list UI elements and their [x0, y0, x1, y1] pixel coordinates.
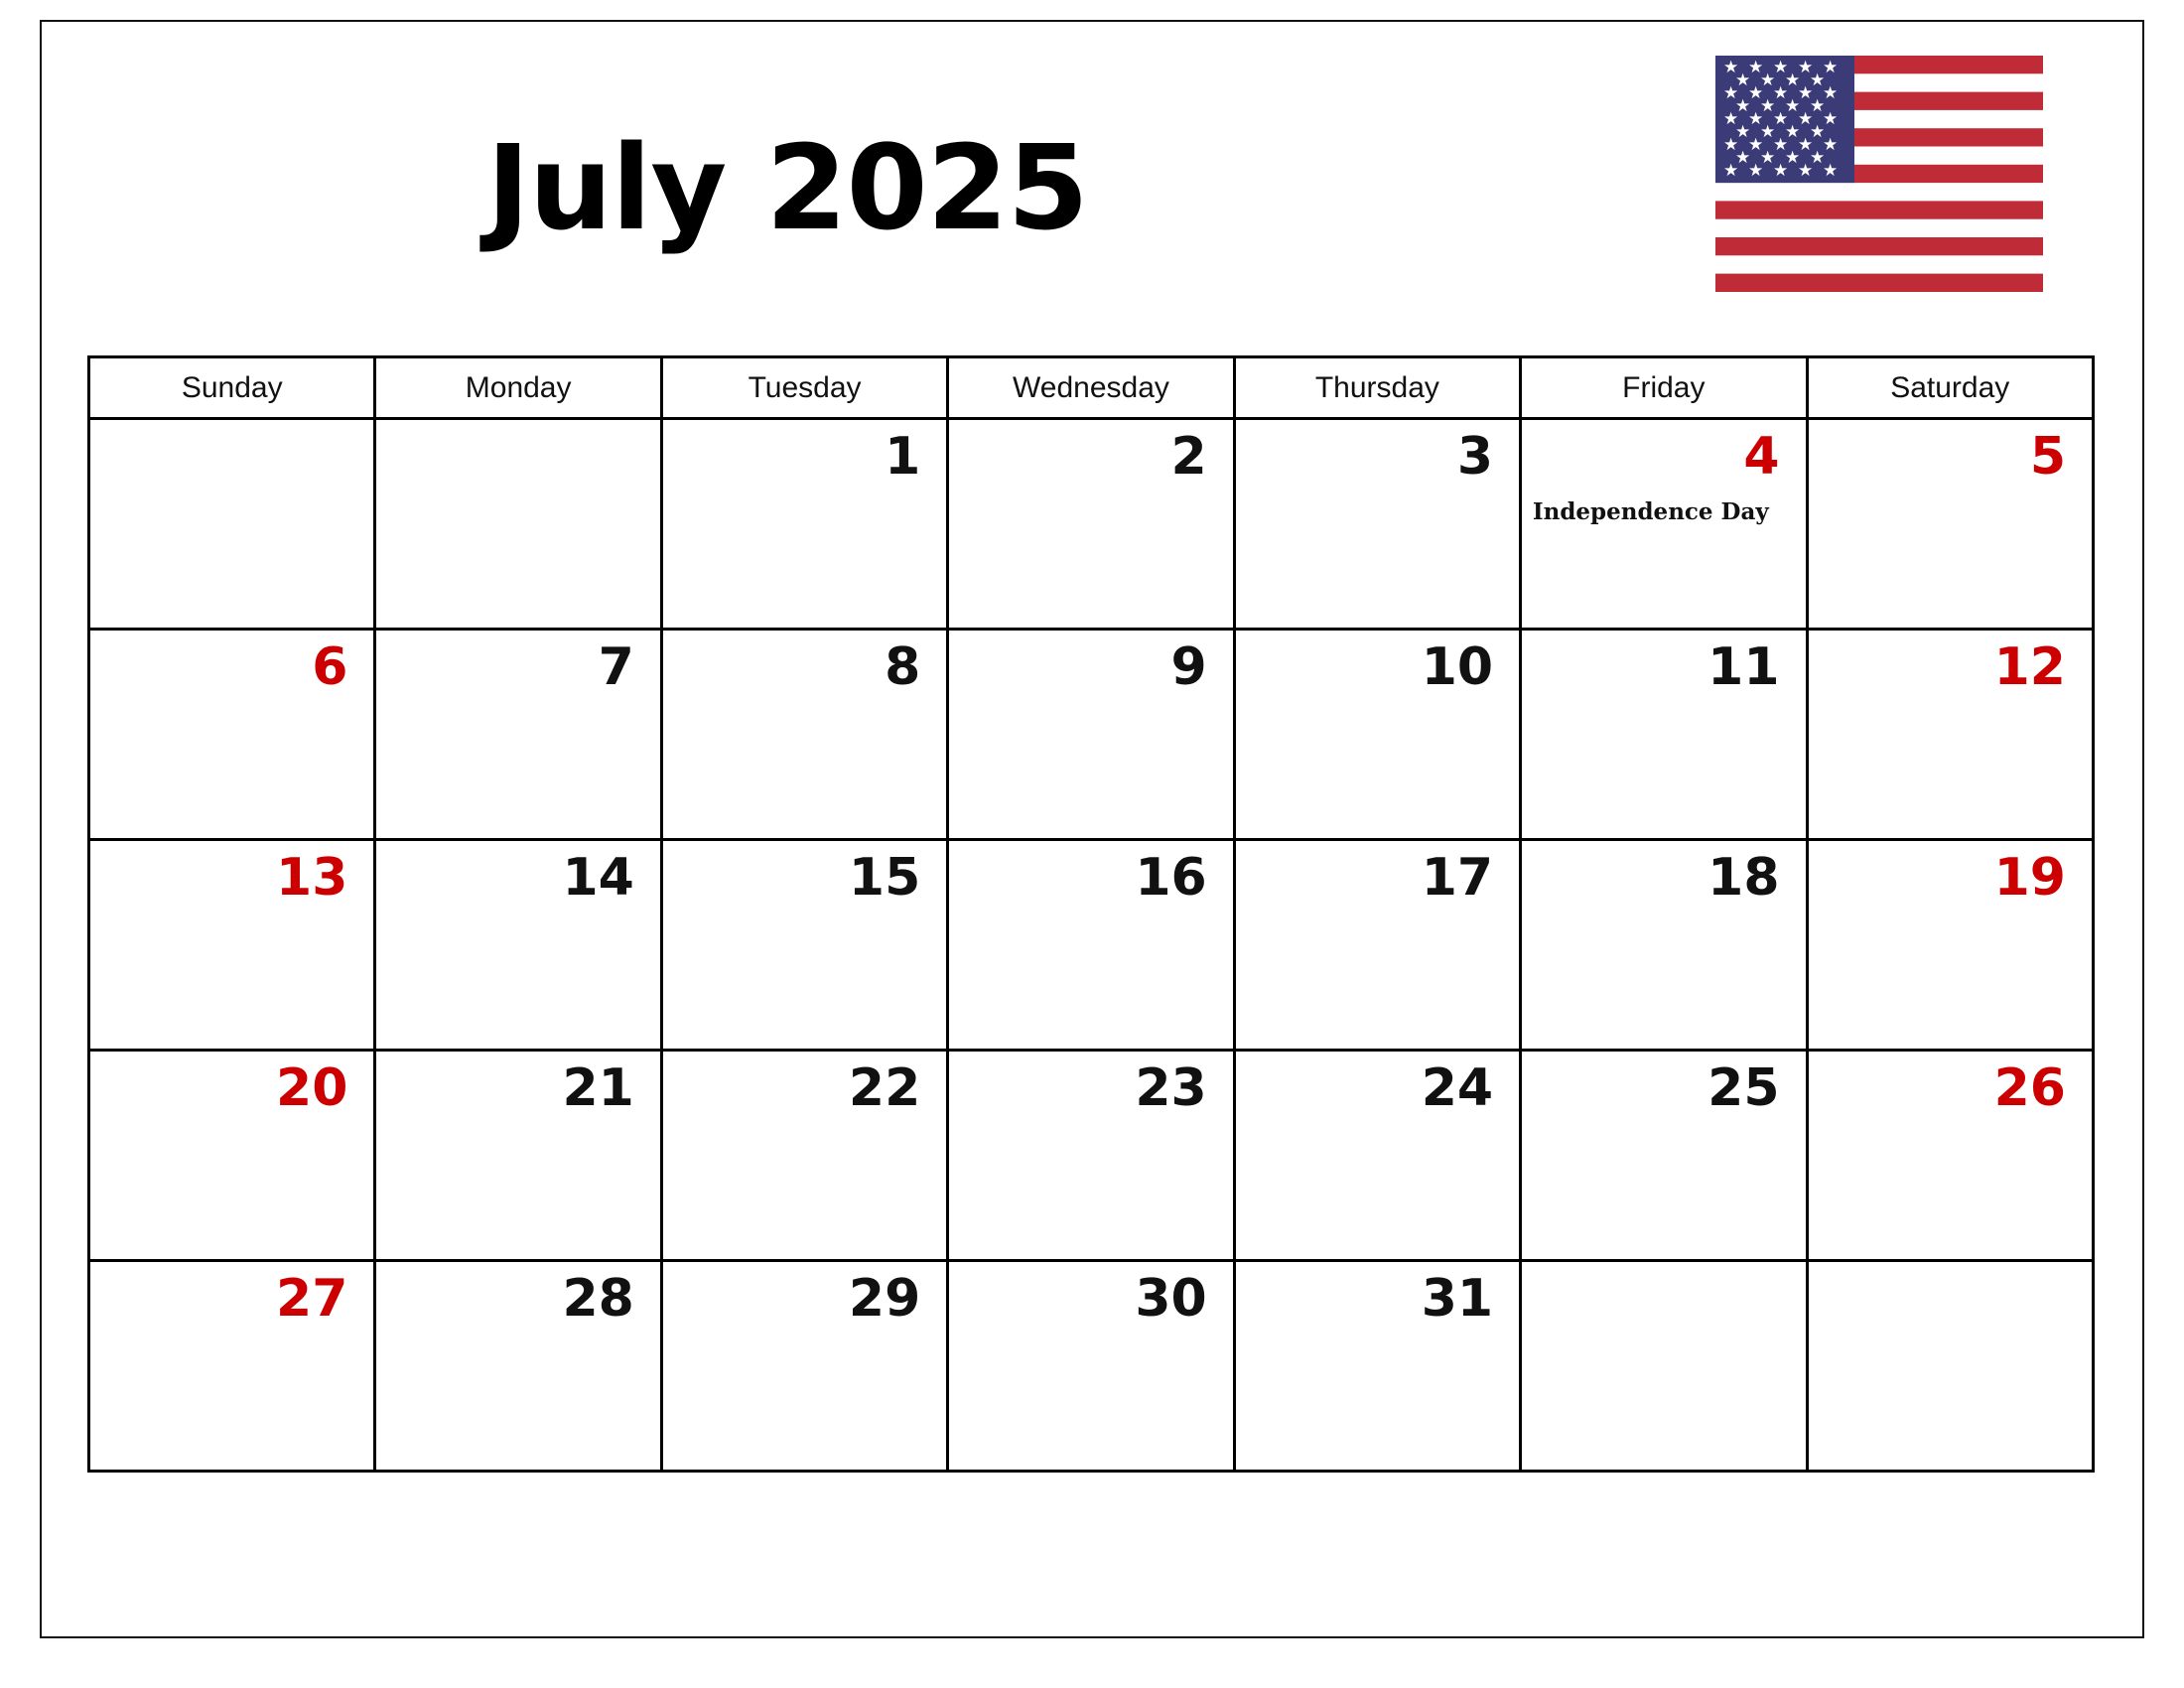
day-cell[interactable] [375, 419, 661, 630]
day-number: 29 [848, 1269, 921, 1329]
day-cell[interactable] [1521, 1051, 1807, 1261]
day-cell[interactable] [1807, 1261, 2093, 1472]
day-number: 21 [562, 1058, 634, 1118]
svg-text:★: ★ [1810, 96, 1826, 116]
day-number: 18 [1707, 848, 1780, 908]
svg-text:★: ★ [1748, 109, 1764, 129]
day-cell[interactable] [375, 630, 661, 840]
day-number: 26 [1993, 1058, 2066, 1118]
day-cell[interactable] [89, 419, 375, 630]
day-number: 30 [1135, 1269, 1207, 1329]
day-number: 3 [1456, 427, 1494, 487]
day-number: 11 [1707, 637, 1780, 697]
day-cell[interactable] [375, 1051, 661, 1261]
day-cell[interactable] [89, 840, 375, 1051]
svg-text:★: ★ [1785, 70, 1801, 90]
svg-text:★: ★ [1748, 161, 1764, 181]
day-cell[interactable] [661, 630, 947, 840]
day-number: 6 [312, 637, 348, 697]
day-cell[interactable] [1234, 840, 1520, 1051]
day-cell[interactable] [1807, 840, 2093, 1051]
svg-text:★: ★ [1723, 161, 1739, 181]
svg-text:★: ★ [1823, 161, 1839, 181]
calendar-week-row [89, 1051, 2094, 1261]
weekday-header-tuesday: Tuesday [661, 357, 947, 419]
day-cell[interactable] [89, 630, 375, 840]
svg-text:★: ★ [1785, 96, 1801, 116]
svg-text:★: ★ [1760, 70, 1776, 90]
svg-text:★: ★ [1798, 109, 1814, 129]
svg-text:★: ★ [1785, 122, 1801, 142]
day-number: 25 [1707, 1058, 1780, 1118]
weekday-header-monday: Monday [375, 357, 661, 419]
day-number: 20 [276, 1058, 348, 1118]
svg-text:★: ★ [1798, 83, 1814, 103]
svg-text:★: ★ [1798, 58, 1814, 77]
day-cell[interactable] [661, 1261, 947, 1472]
calendar-week-row [89, 840, 2094, 1051]
day-cell[interactable] [375, 1261, 661, 1472]
day-cell[interactable] [89, 1051, 375, 1261]
day-number: 7 [598, 637, 634, 697]
day-number: 22 [848, 1058, 921, 1118]
svg-text:★: ★ [1773, 83, 1789, 103]
svg-text:★: ★ [1823, 109, 1839, 129]
weekday-header-thursday: Thursday [1234, 357, 1520, 419]
svg-text:★: ★ [1735, 70, 1751, 90]
day-cell[interactable] [89, 1261, 375, 1472]
svg-text:★: ★ [1823, 135, 1839, 155]
day-number: 10 [1421, 637, 1494, 697]
day-number: 28 [562, 1269, 634, 1329]
weekday-header-sunday: Sunday [89, 357, 375, 419]
day-event: Independence Day [1532, 497, 1769, 525]
svg-text:★: ★ [1748, 135, 1764, 155]
day-number: 19 [1993, 848, 2066, 908]
svg-text:★: ★ [1823, 58, 1839, 77]
svg-text:★: ★ [1723, 109, 1739, 129]
svg-text:★: ★ [1785, 148, 1801, 168]
day-cell[interactable] [948, 1261, 1234, 1472]
svg-text:★: ★ [1810, 122, 1826, 142]
day-number: 16 [1135, 848, 1207, 908]
svg-text:★: ★ [1760, 96, 1776, 116]
weekday-header-friday: Friday [1521, 357, 1807, 419]
day-number: 31 [1421, 1269, 1494, 1329]
svg-text:★: ★ [1760, 148, 1776, 168]
day-number: 17 [1421, 848, 1494, 908]
day-cell[interactable] [948, 419, 1234, 630]
calendar-week-row [89, 630, 2094, 840]
day-number: 23 [1135, 1058, 1207, 1118]
svg-text:★: ★ [1735, 96, 1751, 116]
day-number: 4 [1743, 427, 1780, 487]
day-cell[interactable] [661, 1051, 947, 1261]
day-cell[interactable] [1807, 630, 2093, 840]
day-cell[interactable] [375, 840, 661, 1051]
day-number: 27 [276, 1269, 348, 1329]
calendar-week-row [89, 419, 2094, 630]
day-cell[interactable] [948, 840, 1234, 1051]
svg-text:★: ★ [1723, 83, 1739, 103]
day-number: 1 [885, 427, 921, 487]
svg-text:★: ★ [1823, 83, 1839, 103]
svg-text:★: ★ [1810, 148, 1826, 168]
svg-text:★: ★ [1798, 135, 1814, 155]
day-cell[interactable] [1234, 419, 1520, 630]
svg-text:★: ★ [1773, 135, 1789, 155]
day-cell[interactable] [948, 1051, 1234, 1261]
day-cell[interactable] [1521, 1261, 1807, 1472]
svg-text:★: ★ [1798, 161, 1814, 181]
day-cell[interactable] [1234, 1261, 1520, 1472]
day-number: 24 [1421, 1058, 1494, 1118]
calendar-week-row [89, 1261, 2094, 1472]
page-title: July 2025 [486, 119, 1088, 256]
svg-text:★: ★ [1773, 109, 1789, 129]
us-flag-icon [1715, 56, 2043, 292]
day-cell[interactable] [1234, 630, 1520, 840]
day-cell[interactable] [948, 630, 1234, 840]
calendar-grid [87, 355, 2095, 1473]
day-cell[interactable] [1807, 1051, 2093, 1261]
weekday-header-row [89, 357, 2094, 419]
svg-text:★: ★ [1773, 161, 1789, 181]
weekday-header-saturday: Saturday [1807, 357, 2093, 419]
day-number: 9 [1170, 637, 1207, 697]
day-cell[interactable] [1807, 419, 2093, 630]
svg-text:★: ★ [1773, 58, 1789, 77]
day-cell[interactable] [661, 840, 947, 1051]
svg-text:★: ★ [1748, 58, 1764, 77]
day-number: 14 [562, 848, 634, 908]
svg-text:★: ★ [1723, 58, 1739, 77]
day-number: 8 [885, 637, 921, 697]
day-number: 13 [276, 848, 348, 908]
weekday-header-wednesday: Wednesday [948, 357, 1234, 419]
day-cell[interactable] [661, 419, 947, 630]
day-cell[interactable] [1521, 840, 1807, 1051]
svg-text:★: ★ [1723, 135, 1739, 155]
svg-text:★: ★ [1760, 122, 1776, 142]
svg-text:★: ★ [1810, 70, 1826, 90]
day-cell[interactable] [1521, 630, 1807, 840]
svg-text:★: ★ [1748, 83, 1764, 103]
svg-text:★: ★ [1735, 148, 1751, 168]
svg-text:★: ★ [1735, 122, 1751, 142]
day-number: 5 [2029, 427, 2066, 487]
day-number: 15 [848, 848, 921, 908]
day-cell[interactable] [1234, 1051, 1520, 1261]
day-number: 12 [1993, 637, 2066, 697]
day-cell-holiday[interactable] [1521, 419, 1807, 630]
day-number: 2 [1170, 427, 1207, 487]
